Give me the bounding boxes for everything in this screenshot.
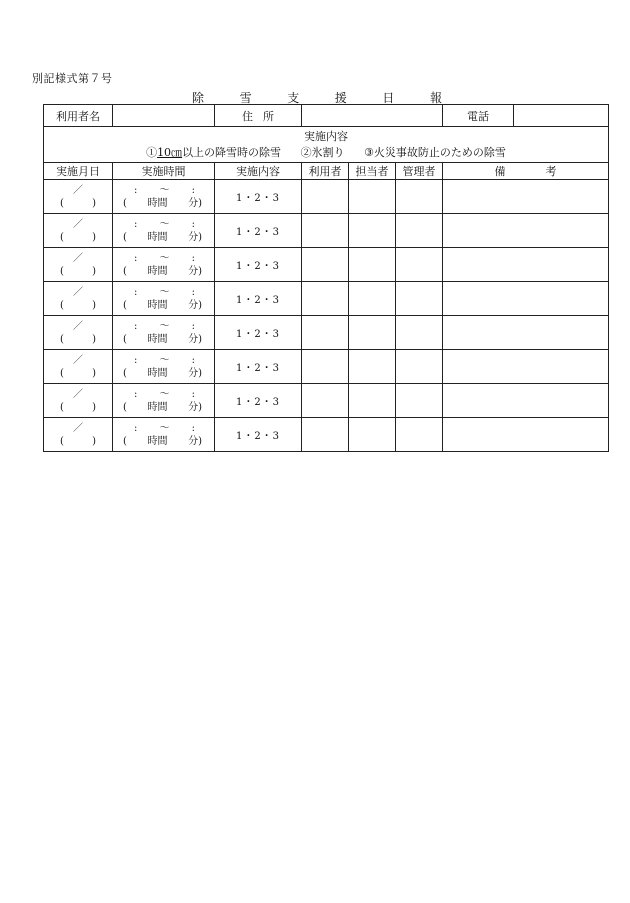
date-cell[interactable]: ／ ( ) — [44, 248, 113, 282]
col-content-header: 実施内容 — [215, 163, 302, 180]
phone-label: 電話 — [443, 105, 514, 127]
content-cell[interactable]: 1・2・3 — [215, 384, 302, 418]
option-ice-breaking: ②氷割り — [300, 145, 345, 159]
content-cell[interactable]: 1・2・3 — [215, 316, 302, 350]
table-row — [44, 282, 609, 316]
user-sign-cell[interactable] — [302, 180, 349, 214]
time-cell[interactable]: : ～ : ( 時間 分) — [113, 282, 215, 316]
staff-sign-cell[interactable] — [349, 282, 396, 316]
option-fire-prevention: ③火災事故防止のための除雪 — [364, 145, 506, 159]
remarks-cell[interactable] — [443, 316, 609, 350]
report-rows — [44, 180, 609, 452]
time-cell[interactable]: : ～ : ( 時間 分) — [113, 384, 215, 418]
time-cell[interactable]: : ～ : ( 時間 分) — [113, 248, 215, 282]
content-cell[interactable]: 1・2・3 — [215, 214, 302, 248]
remarks-cell[interactable] — [443, 350, 609, 384]
staff-sign-cell[interactable] — [349, 316, 396, 350]
column-header-row — [44, 163, 609, 180]
title-char: 報 — [429, 91, 442, 105]
form-number-label: 別記様式第７号 — [32, 72, 113, 85]
content-cell[interactable]: 1・2・3 — [215, 248, 302, 282]
manager-sign-cell[interactable] — [396, 316, 443, 350]
time-cell[interactable]: : ～ : ( 時間 分) — [113, 214, 215, 248]
staff-sign-cell[interactable] — [349, 384, 396, 418]
manager-sign-cell[interactable] — [396, 180, 443, 214]
manager-sign-cell[interactable] — [396, 214, 443, 248]
date-cell[interactable]: ／ ( ) — [44, 214, 113, 248]
date-cell[interactable]: ／ ( ) — [44, 180, 113, 214]
table-row — [44, 384, 609, 418]
date-cell[interactable]: ／ ( ) — [44, 418, 113, 452]
user-sign-cell[interactable] — [302, 350, 349, 384]
phone-field[interactable] — [514, 105, 609, 127]
date-cell[interactable]: ／ ( ) — [44, 316, 113, 350]
table-row — [44, 316, 609, 350]
staff-sign-cell[interactable] — [349, 418, 396, 452]
col-user-header: 利用者 — [302, 163, 349, 180]
staff-sign-cell[interactable] — [349, 248, 396, 282]
user-sign-cell[interactable] — [302, 384, 349, 418]
remarks-cell[interactable] — [443, 180, 609, 214]
time-cell[interactable]: : ～ : ( 時間 分) — [113, 180, 215, 214]
title-char: 支 — [287, 91, 300, 105]
time-cell[interactable]: : ～ : ( 時間 分) — [113, 350, 215, 384]
address-label: 住 所 — [215, 105, 302, 127]
remarks-cell[interactable] — [443, 384, 609, 418]
staff-sign-cell[interactable] — [349, 350, 396, 384]
staff-sign-cell[interactable] — [349, 214, 396, 248]
col-remarks-header: 備 考 — [443, 163, 609, 180]
manager-sign-cell[interactable] — [396, 350, 443, 384]
table-row — [44, 350, 609, 384]
col-time-header: 実施時間 — [113, 163, 215, 180]
user-sign-cell[interactable] — [302, 418, 349, 452]
title-char: 援 — [334, 91, 347, 105]
user-sign-cell[interactable] — [302, 282, 349, 316]
col-date-header: 実施月日 — [44, 163, 113, 180]
remarks-cell[interactable] — [443, 282, 609, 316]
description-label: 実施内容 — [304, 129, 348, 143]
user-sign-cell[interactable] — [302, 316, 349, 350]
user-sign-cell[interactable] — [302, 214, 349, 248]
address-field[interactable] — [302, 105, 443, 127]
content-cell[interactable]: 1・2・3 — [215, 350, 302, 384]
title-char: 日 — [382, 91, 395, 105]
table-row — [44, 214, 609, 248]
table-row — [44, 418, 609, 452]
time-cell[interactable]: : ～ : ( 時間 分) — [113, 316, 215, 350]
description-cell — [44, 127, 609, 163]
col-manager-header: 管理者 — [396, 163, 443, 180]
manager-sign-cell[interactable] — [396, 282, 443, 316]
title-char: 雪 — [239, 91, 252, 105]
remarks-cell[interactable] — [443, 418, 609, 452]
time-cell[interactable]: : ～ : ( 時間 分) — [113, 418, 215, 452]
option-snow-removal: ①10㎝以上の降雪時の除雪 — [146, 145, 282, 159]
date-cell[interactable]: ／ ( ) — [44, 282, 113, 316]
user-sign-cell[interactable] — [302, 248, 349, 282]
content-cell[interactable]: 1・2・3 — [215, 418, 302, 452]
manager-sign-cell[interactable] — [396, 384, 443, 418]
description-row — [44, 127, 609, 163]
title-char: 除 — [192, 91, 205, 105]
user-name-label: 利用者名 — [44, 105, 113, 127]
applicant-info-row — [44, 105, 609, 127]
table-row — [44, 248, 609, 282]
date-cell[interactable]: ／ ( ) — [44, 350, 113, 384]
table-row — [44, 180, 609, 214]
content-cell[interactable]: 1・2・3 — [215, 180, 302, 214]
date-cell[interactable]: ／ ( ) — [44, 384, 113, 418]
user-name-field[interactable] — [113, 105, 215, 127]
content-cell[interactable]: 1・2・3 — [215, 282, 302, 316]
manager-sign-cell[interactable] — [396, 418, 443, 452]
staff-sign-cell[interactable] — [349, 180, 396, 214]
description-options — [44, 145, 608, 161]
remarks-cell[interactable] — [443, 248, 609, 282]
report-table — [43, 104, 609, 452]
manager-sign-cell[interactable] — [396, 248, 443, 282]
col-staff-header: 担当者 — [349, 163, 396, 180]
remarks-cell[interactable] — [443, 214, 609, 248]
